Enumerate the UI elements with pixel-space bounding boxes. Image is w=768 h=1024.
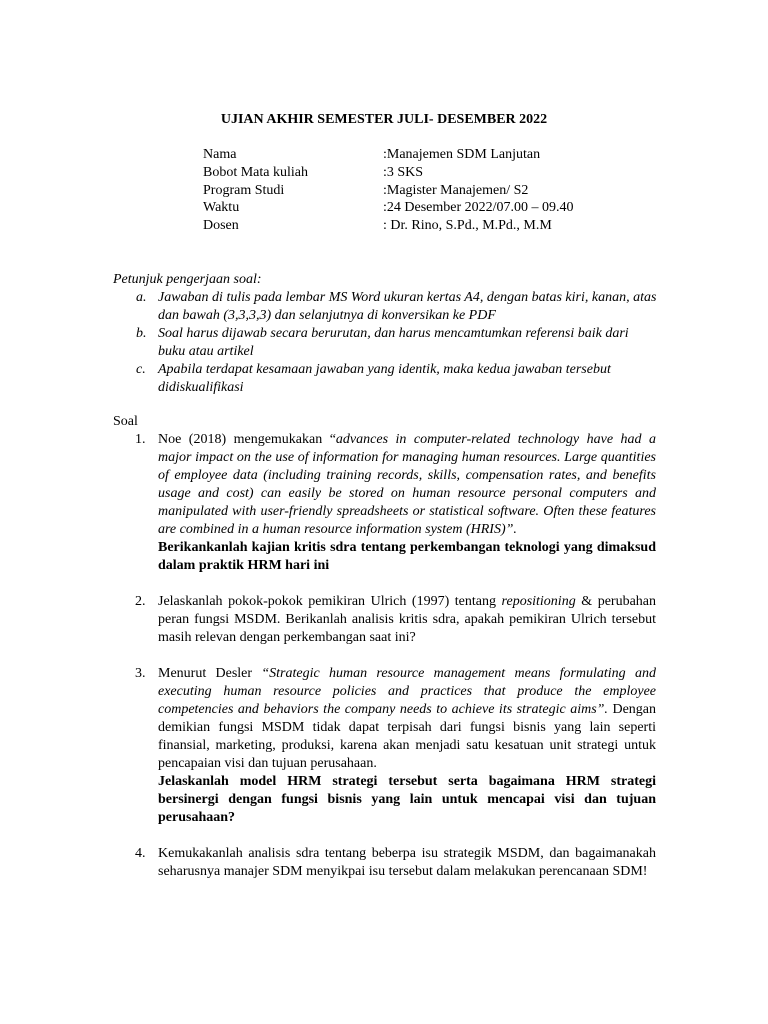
spacer (113, 575, 656, 593)
question-4-body (158, 845, 656, 881)
instruction-text: Apabila terdapat kesamaan jawaban yang identik, maka kedua jawaban tersebut didiskualifikasi (158, 362, 611, 395)
spacer (113, 647, 656, 665)
info-value: :24 Desember 2022/07.00 – 09.40 (383, 200, 574, 216)
info-label: Bobot Mata kuliah (203, 164, 308, 180)
instruction-marker: c. (136, 362, 146, 377)
question-3-task (158, 773, 656, 827)
instruction-item (113, 325, 658, 361)
instruction-item (113, 361, 658, 397)
instruction-text: Jawaban di tulis pada lembar MS Word ukuran kertas A4, dengan batas kiri, kanan, atas dan bawah (3,3,3,3) dan selanjutnya di konversikan ke PDF (158, 290, 657, 323)
question-3 (113, 665, 656, 827)
instruction-marker: a. (136, 290, 147, 305)
info-label: Program Studi (203, 182, 285, 198)
info-value: :Manajemen SDM Lanjutan (383, 147, 541, 162)
questions-section (113, 413, 656, 881)
question-number: 1. (135, 432, 146, 447)
question-number: 3. (135, 666, 146, 681)
question-2-emphasis: repositioning (501, 594, 576, 609)
info-label: Dosen (203, 218, 239, 234)
info-value: : Dr. Rino, S.Pd., M.Pd., M.M (383, 218, 552, 234)
instruction-marker: b. (136, 326, 147, 341)
question-1-quote: advances in computer-related technology have had a major impact on the use of information for managing human resources. Large quantities of employee data (including training records, skills, compensation rates, and benefits usage and cost) can easily be stored on human resource personal computers and manipulated with user-friendly spreadsheets or statistical software. Often these features are combined in a human resource information system (HRIS)”. (158, 432, 656, 537)
info-label: Nama (203, 147, 237, 162)
exam-title: UJIAN AKHIR SEMESTER JULI- DESEMBER 2022 (220, 112, 548, 127)
info-value: :3 SKS (383, 164, 424, 180)
exam-info-block (203, 146, 574, 235)
info-value: :Magister Manajemen/ S2 (383, 182, 529, 198)
question-3-quote: “Strategic human resource management means formulating and executing human resource policies and practices that produce the employee competencies and behaviors the company needs to achieve its strategic aims”. (158, 666, 656, 717)
question-4 (113, 845, 656, 881)
question-number: 4. (135, 846, 146, 861)
question-2-body (158, 593, 656, 647)
question-3-body (158, 665, 656, 773)
question-2 (113, 593, 656, 647)
question-4-text: Kemukakanlah analisis sdra tentang beberpa isu strategik MSDM, dan bagaimanakah seharusnya manajer SDM menyikpai isu tersebut dalam melakukan perencanaan SDM! (158, 846, 656, 879)
question-number: 2. (135, 594, 146, 609)
question-1-intro: Noe (2018) mengemukakan “ (158, 432, 336, 447)
question-3-task-text: Jelaskanlah model HRM strategi tersebut serta bagaimana HRM strategi bersinergi dengan fungsi bisnis yang lain untuk mencapai visi dan tujuan perusahaan? (158, 774, 656, 825)
instructions-list (113, 289, 658, 397)
instruction-text: Soal harus dijawab secara berurutan, dan harus mencamtumkan referensi baik dari buku atau artikel (158, 326, 629, 359)
instructions-heading: Petunjuk pengerjaan soal: (113, 272, 262, 287)
spacer (113, 827, 656, 845)
question-1-task-text: Berikankanlah kajian kritis sdra tentang perkembangan teknologi yang dimaksud dalam praktik HRM hari ini (158, 540, 656, 573)
question-3-text: Dengan demikian fungsi MSDM tidak dapat terpisah dari fungsi bisnis yang lain seperti finansial, marketing, produksi, karena akan menjadi satu kesatuan unit strategi untuk pencapaian visi dan tujuan perusahaan. (158, 702, 657, 771)
info-row-nama (203, 146, 574, 164)
info-label: Waktu (203, 200, 240, 216)
info-row-bobot (203, 164, 574, 182)
question-1-task (158, 539, 656, 575)
question-1-body (158, 431, 656, 539)
question-3-intro: Menurut Desler (158, 666, 262, 681)
instruction-item (113, 289, 658, 325)
info-row-program-studi (203, 182, 574, 200)
questions-heading: Soal (113, 414, 138, 429)
question-1 (113, 431, 656, 575)
instructions-section (113, 271, 658, 397)
info-row-dosen (203, 217, 574, 235)
question-2-text-a: Jelaskanlah pokok-pokok pemikiran Ulrich (1997) tentang (158, 594, 502, 609)
question-2-text-b: & perubahan peran fungsi MSDM. Berikanlah analisis kritis sdra, apakah pemikiran Ulrich tersebut masih relevan dengan perkembangan saat ini? (158, 594, 656, 645)
info-row-waktu (203, 199, 574, 217)
